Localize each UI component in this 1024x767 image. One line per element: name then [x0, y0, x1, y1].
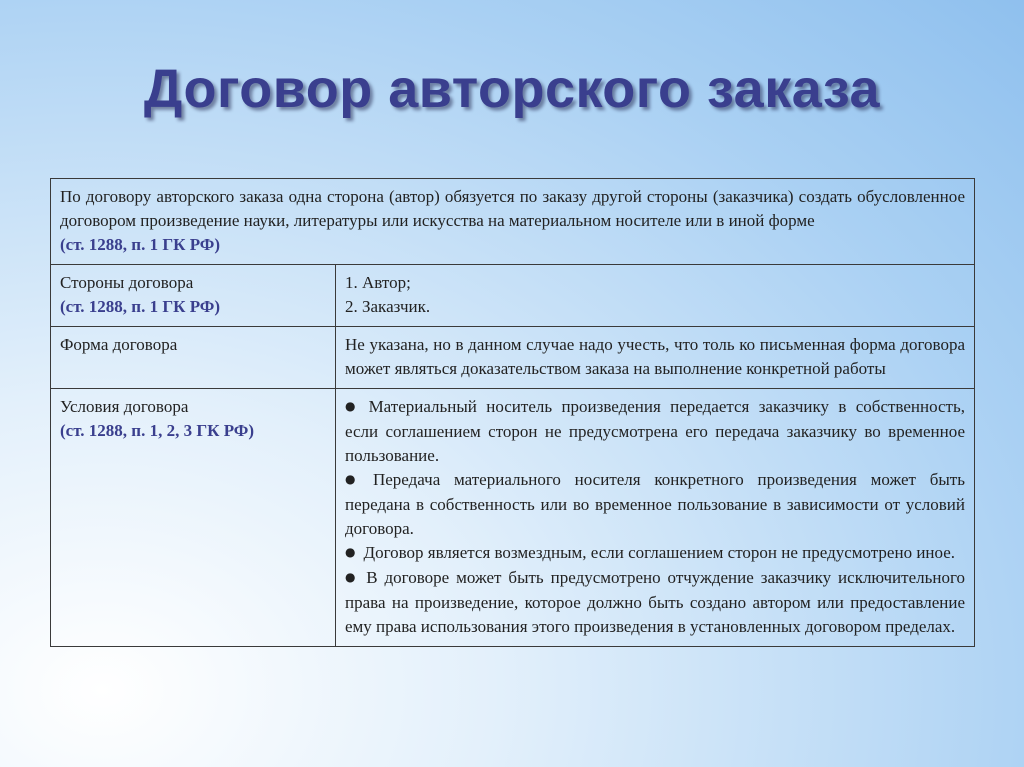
form-value-cell [336, 327, 975, 389]
definition-reference: (ст. 1288, п. 1 ГК РФ) [60, 235, 221, 254]
conditions-value-cell [336, 389, 975, 647]
condition-bullet [345, 566, 965, 639]
parties-label: Стороны договора [60, 273, 194, 292]
condition-text: Материальный носитель произведения передается заказчику в собственность, если соглашением сторон не предусмотрена его передача заказчику во временное пользование. [345, 397, 965, 465]
conditions-label: Условия договора [60, 397, 189, 416]
condition-text: Договор является возмездным, если соглашением сторон не предусмотрено иное. [363, 543, 956, 562]
bullet-icon: ● [345, 472, 365, 486]
slide-title: Договор авторского заказа [143, 59, 881, 119]
form-label-cell [51, 327, 336, 389]
bullet-icon: ● [345, 545, 356, 559]
bullet-icon: ● [345, 570, 359, 584]
definition-row [51, 179, 975, 265]
condition-bullet [345, 468, 965, 541]
bullet-icon: ● [345, 399, 361, 413]
definition-text: По договору авторского заказа одна сторона (автор) обязуется по заказу другой стороны (заказчика) создать обусловленное договором произведение науки, литературы или искусства на материальном носителе или в иной форме [60, 187, 965, 230]
condition-bullet [345, 395, 965, 468]
parties-row [51, 265, 975, 327]
form-label: Форма договора [60, 335, 178, 354]
parties-label-cell [51, 265, 336, 327]
parties-reference: (ст. 1288, п. 1 ГК РФ) [60, 297, 221, 316]
condition-text: В договоре может быть предусмотрено отчуждение заказчику исключительного права на произведение, которое должно быть создано автором или предоставление ему права использования этого произведения в установленных договором пределах. [345, 568, 965, 636]
conditions-reference: (ст. 1288, п. 1, 2, 3 ГК РФ) [60, 421, 255, 440]
contract-table [50, 178, 975, 647]
definition-cell [51, 179, 975, 265]
condition-bullet [345, 541, 965, 566]
party-item-customer: 2. Заказчик. [345, 297, 431, 316]
conditions-label-cell [51, 389, 336, 647]
conditions-row [51, 389, 975, 647]
form-row [51, 327, 975, 389]
party-item-author: 1. Автор; [345, 273, 411, 292]
form-text: Не указана, но в данном случае надо учесть, что толь ко письменная форма договора может являться доказательством заказа на выполнение конкретной работы [345, 335, 965, 378]
condition-text: Передача материального носителя конкретного произведения может быть передана в собственность или во временное пользование в зависимости от условий договора. [345, 470, 965, 538]
parties-value-cell [336, 265, 975, 327]
